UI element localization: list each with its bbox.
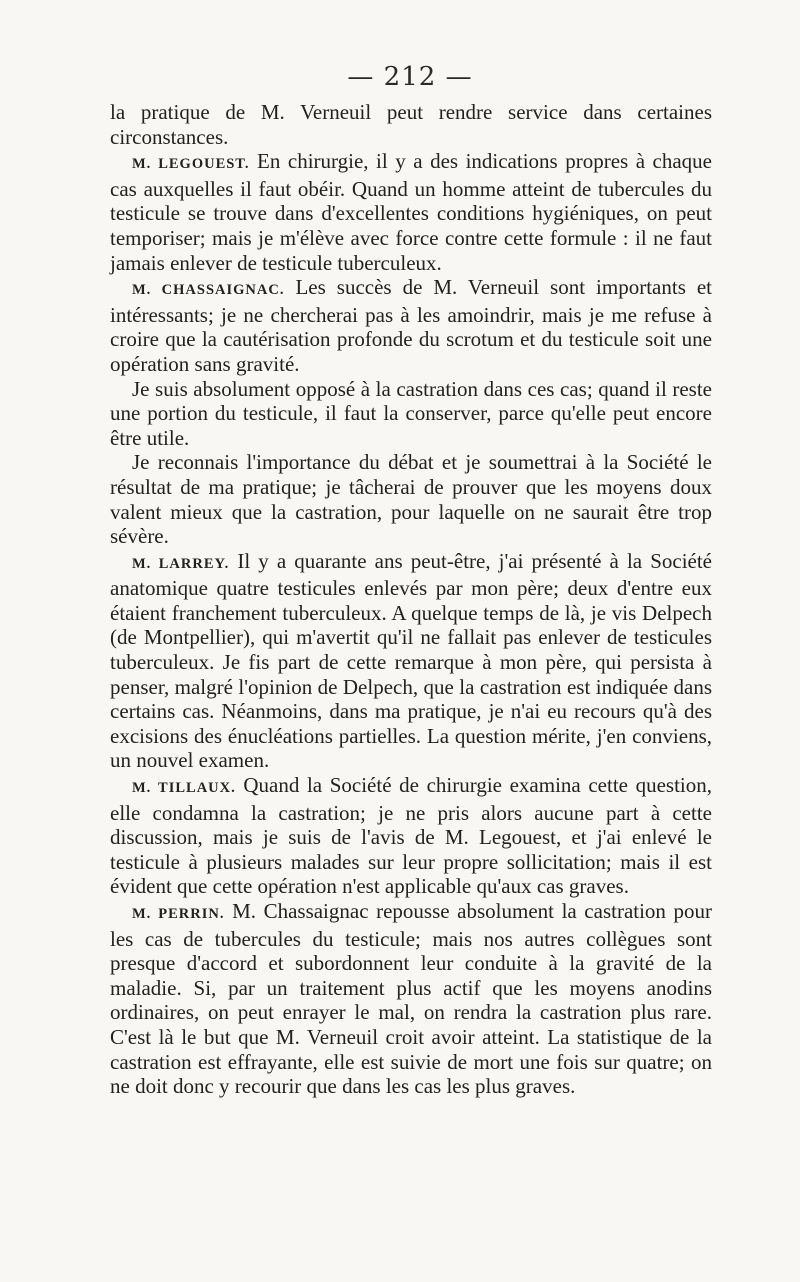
paragraph-chassaignac — [110, 275, 712, 376]
page-number: — 212 — — [347, 62, 473, 92]
speaker-name: M. LEGOUEST. — [132, 156, 250, 173]
paragraph-text: En chirurgie, il y a des indications propres à chaque cas auxquelles il faut obéir. Quand un homme atteint de tubercules du testicule se trouve dans d'excellentes conditions hygiéniques, on peut temporiser; mais je m'élève avec force contre cette formule : il ne faut jamais enlever de testicule tuberculeux. — [110, 149, 713, 275]
paragraph-perrin — [110, 899, 712, 1099]
paragraph-tillaux — [110, 773, 712, 899]
paragraph-chassaignac-3 — [110, 450, 712, 548]
speaker-name: M. TILLAUX. — [132, 780, 236, 797]
speaker-name: M. CHASSAIGNAC. — [132, 282, 285, 299]
paragraph-continuation — [110, 100, 712, 149]
paragraph-text: Je reconnais l'importance du débat et je soumettrai à la Société le résultat de ma pratique; je tâcherai de prouver que les moyens doux valent mieux que la castration, pour laquelle on ne saurait être trop sévère. — [110, 450, 712, 549]
paragraph-text: Il y a quarante ans peut-être, j'ai présenté à la Société anatomique quatre testicules enlevés par mon père; deux d'entre eux étaient franchement tuberculeux. A quelque temps de là, je vis Delpech (de Montpellier), qui m'avertit qu'il ne fallait pas enlever de testicules tuberculeux. Je fis part de cette remarque à mon père, qui persista à penser, malgré l'opinion de Delpech, que la castration est indiquée dans certains cas. Néanmoins, dans ma pratique, je n'ai eu recours qu'à des excisions des énucléations partielles. La question mérite, j'en conviens, un nouvel examen. — [110, 548, 713, 773]
paragraph-legouest — [110, 149, 712, 275]
paragraph-text: la pratique de M. Verneuil peut rendre service dans certaines circonstances. — [110, 100, 712, 149]
speaker-name: M. LARREY. — [132, 555, 230, 572]
paragraph-larrey — [110, 549, 712, 773]
paragraph-text: Je suis absolument opposé à la castration dans ces cas; quand il reste une portion du testicule, il faut la conserver, parce qu'elle peut encore être utile. — [110, 376, 712, 450]
paragraph-chassaignac-2 — [110, 377, 712, 451]
body-text — [110, 100, 712, 1099]
paragraph-text: M. Chassaignac repousse absolument la castration pour les cas de tubercules du testicule; mais nos autres collègues sont presque d'accord et subordonnent leur conduite à la gravité de la maladie. Si, par un traitement plus actif que les moyens anodins ordinaires, on peut enrayer le mal, on rendra la castration plus rare. C'est là le but que M. Verneuil croit avoir atteint. La statistique de la castration est effrayante, elle est suivie de mort une fois sur quatre; on ne doit donc y recourir que dans les cas les plus graves. — [110, 899, 712, 1099]
paragraph-text: Les succès de M. Verneuil sont importants et intéressants; je ne chercherai pas à les amoindrir, mais je me refuse à croire que la cautérisation profonde du scrotum et du testicule soit une opération sans gravité. — [110, 275, 713, 376]
speaker-name: M. PERRIN. — [132, 906, 225, 922]
paragraph-text: Quand la Société de chirurgie examina cette question, elle condamna la castration; je ne pris alors aucune part à cette discussion, mais je suis de l'avis de M. Legouest, et j'ai enlevé le testicule à plusieurs malades sur leur propre sollicitation; mais il est évident que cette opération n'est applicable qu'aux cas graves. — [110, 773, 713, 899]
